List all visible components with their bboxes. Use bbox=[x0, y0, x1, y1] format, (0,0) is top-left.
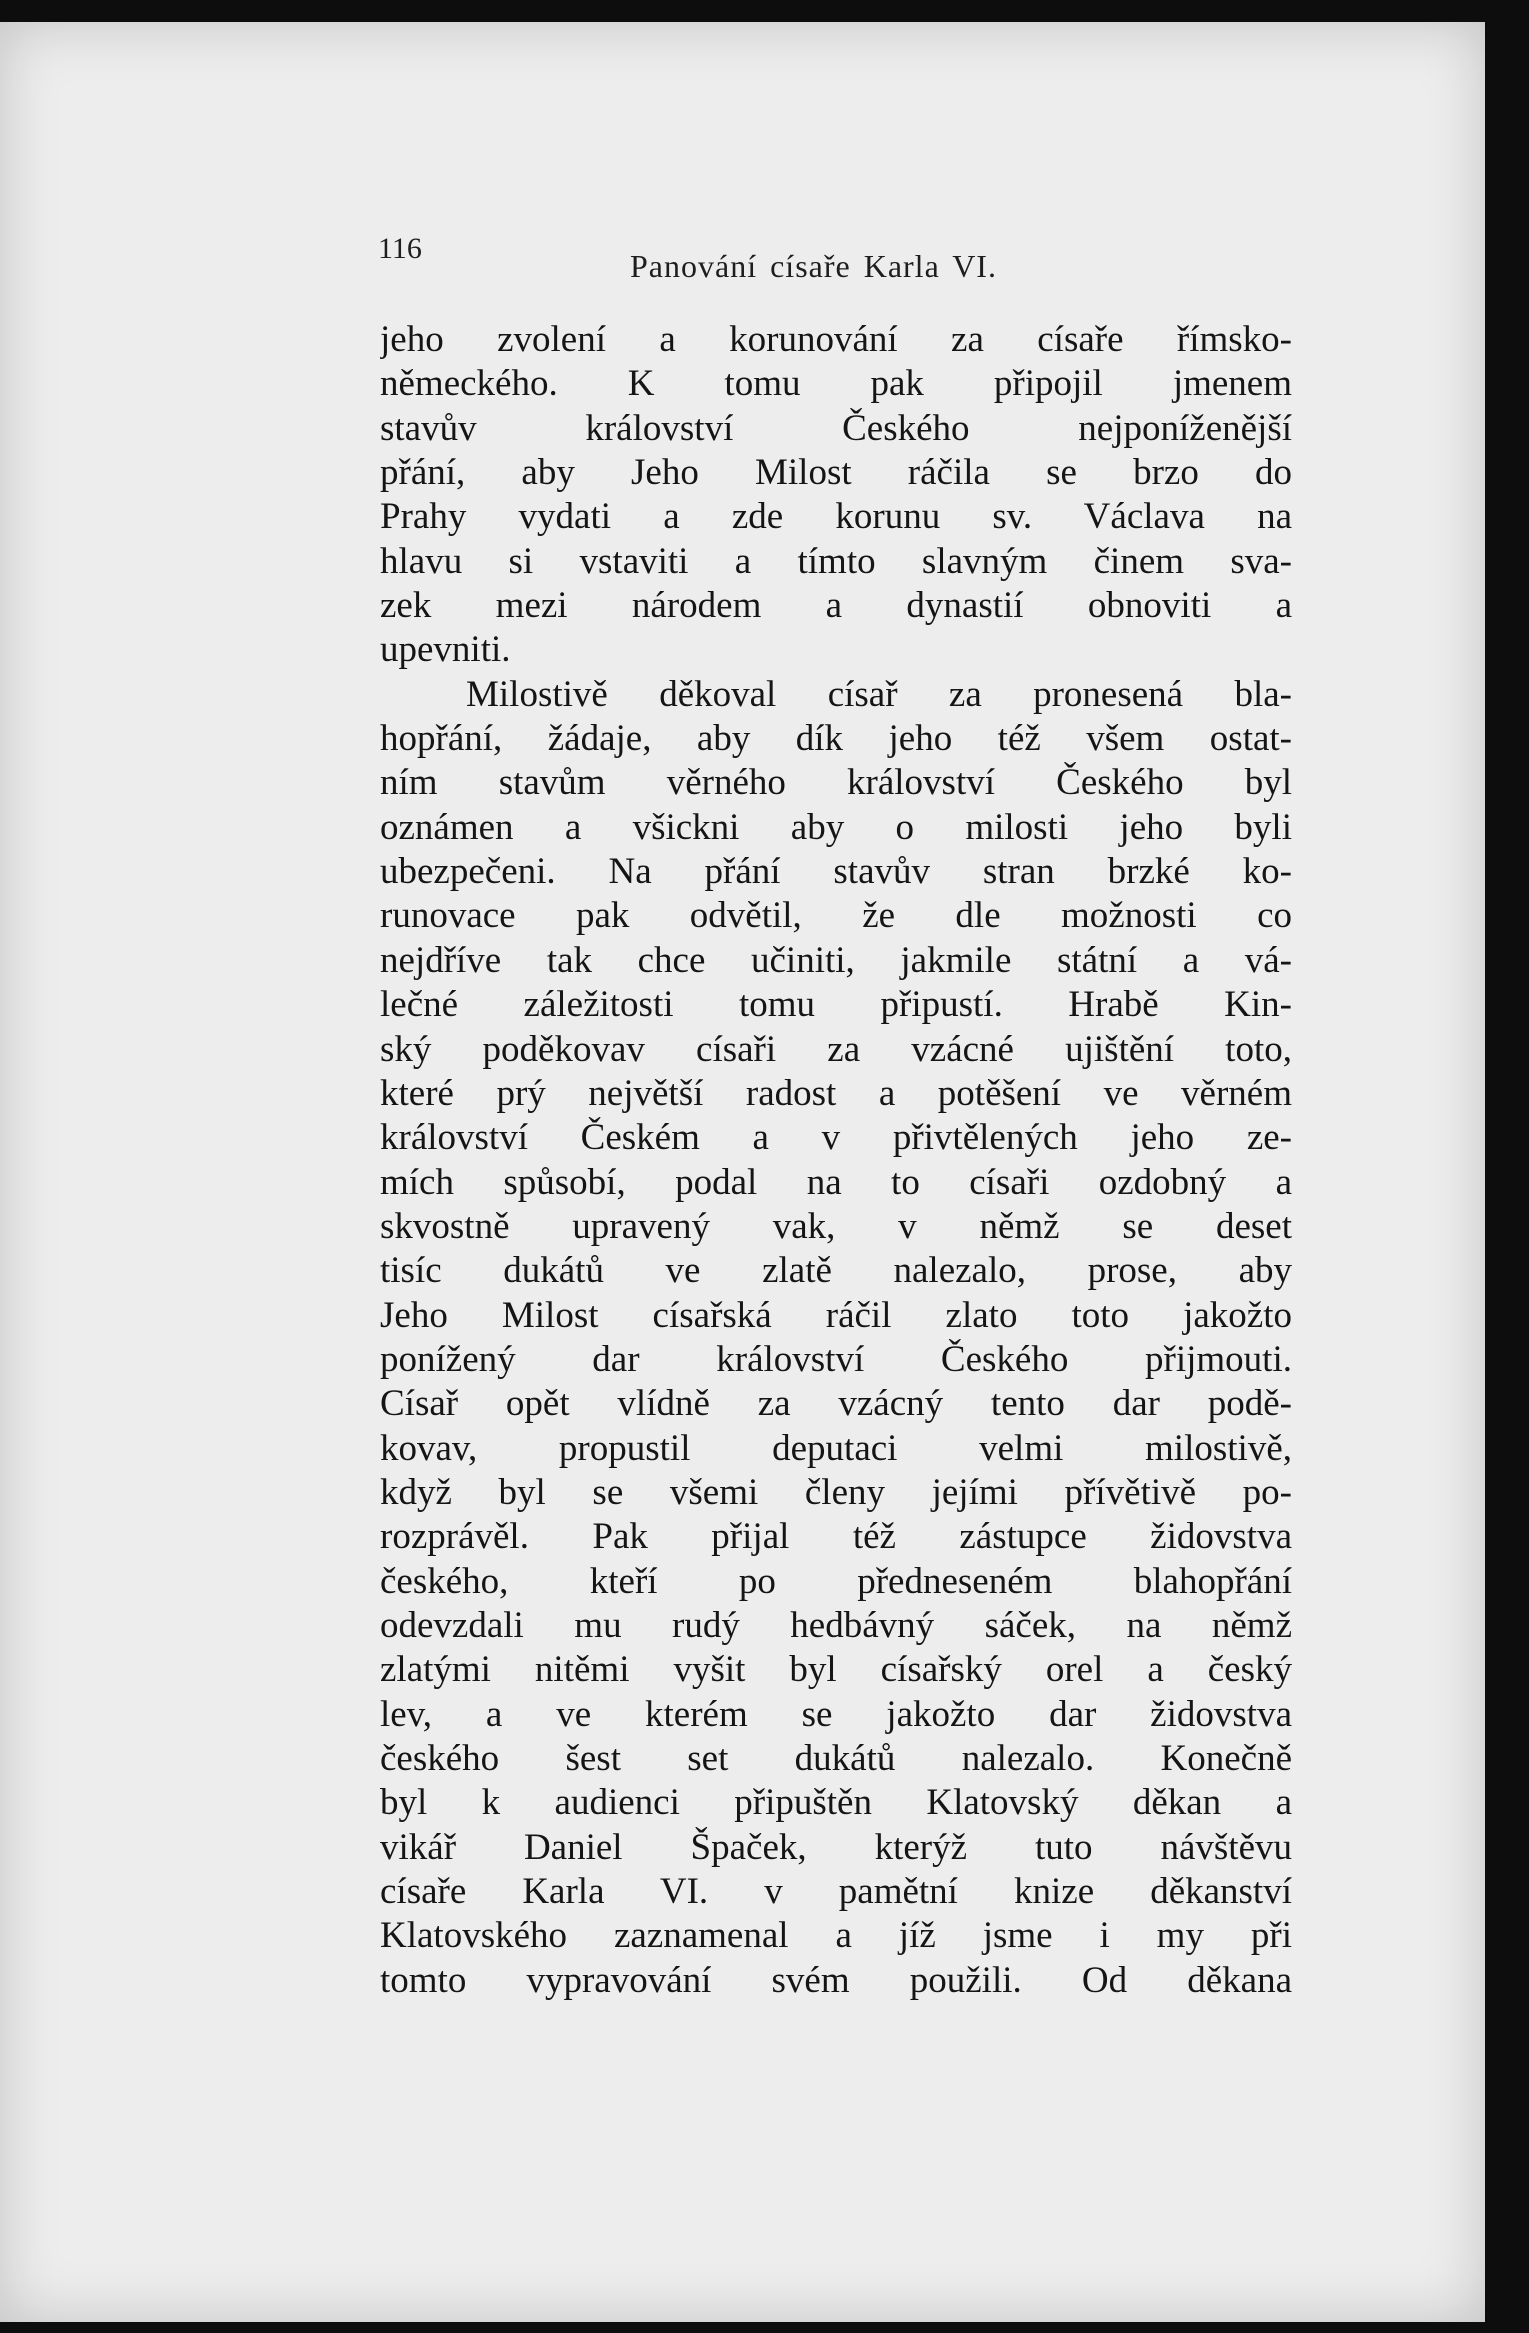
text-line: hlavu si vstaviti a tímto slavným činem sva- bbox=[380, 540, 1292, 582]
text-line: Klatovského zaznamenal a jíž jsme i my při bbox=[380, 1915, 1292, 1957]
text-line: odevzdali mu rudý hedbávný sáček, na němž bbox=[380, 1604, 1292, 1646]
text-line: německého. K tomu pak připojil jmenem bbox=[380, 363, 1292, 405]
text-line: českého šest set dukátů nalezalo. Konečně bbox=[380, 1738, 1292, 1779]
text-line: tomto vypravování svém použili. Od děkana bbox=[380, 1959, 1292, 2001]
text-line: mích spůsobí, podal na to císaři ozdobný a bbox=[380, 1161, 1292, 1203]
text-line: Milostivě děkoval císař za pronesená bla- bbox=[466, 673, 1292, 715]
text-line: království Českém a v přivtělených jeho ze- bbox=[380, 1117, 1292, 1159]
text-line: oznámen a všickni aby o milosti jeho byli bbox=[380, 806, 1292, 848]
text-line: ský poděkovav císaři za vzácné ujištění toto, bbox=[380, 1028, 1292, 1070]
text-line: císaře Karla VI. v pamětní knize děkanství bbox=[380, 1871, 1292, 1913]
text-line: runovace pak odvětil, že dle možnosti co bbox=[380, 895, 1292, 937]
text-line: Císař opět vlídně za vzácný tento dar podě- bbox=[380, 1383, 1292, 1425]
text-line: přání, aby Jeho Milost ráčila se brzo do bbox=[380, 452, 1292, 494]
text-line: když byl se všemi členy jejími přívětivě po- bbox=[380, 1471, 1292, 1513]
text-line: českého, kteří po předneseném blahopřání bbox=[380, 1560, 1292, 1602]
text-line: ubezpečeni. Na přání stavův stran brzké ko- bbox=[380, 851, 1292, 893]
text-line: Prahy vydati a zde korunu sv. Václava na bbox=[380, 496, 1292, 538]
text-line: ním stavům věrného království Českého byl bbox=[380, 762, 1292, 804]
text-line: stavův království Českého nejponíženější bbox=[380, 407, 1292, 449]
text-line: lečné záležitosti tomu připustí. Hrabě Kin- bbox=[380, 984, 1292, 1026]
running-title: Panování císaře Karla VI. bbox=[630, 248, 997, 284]
text-line: lev, a ve kterém se jakožto dar židovstva bbox=[380, 1693, 1292, 1735]
text-line: tisíc dukátů ve zlatě nalezalo, prose, aby bbox=[380, 1250, 1292, 1292]
text-line: nejdříve tak chce učiniti, jakmile státní a vá- bbox=[380, 939, 1292, 981]
page-number: 116 bbox=[378, 232, 422, 265]
text-line: Jeho Milost císařská ráčil zlato toto jakožto bbox=[380, 1294, 1292, 1336]
text-line: které prý největší radost a potěšení ve věrném bbox=[380, 1072, 1292, 1114]
text-line: byl k audienci připuštěn Klatovský děkan a bbox=[380, 1782, 1292, 1824]
book-spine-shadow bbox=[1485, 0, 1529, 2333]
text-line: hopřání, žádaje, aby dík jeho též všem ostat- bbox=[380, 718, 1292, 760]
text-line: zlatými nitěmi vyšit byl císařský orel a český bbox=[380, 1649, 1292, 1691]
text-line: zek mezi národem a dynastií obnoviti a bbox=[380, 585, 1292, 627]
text-line: upevniti. bbox=[380, 629, 511, 671]
text-line: vikář Daniel Špaček, kterýž tuto návštěvu bbox=[380, 1826, 1292, 1868]
text-line: kovav, propustil deputaci velmi milostivě, bbox=[380, 1427, 1292, 1469]
text-line: skvostně upravený vak, v němž se deset bbox=[380, 1205, 1292, 1247]
body-text bbox=[380, 318, 1292, 2003]
text-line: jeho zvolení a korunování za císaře římsko- bbox=[380, 319, 1292, 360]
text-line: rozprávěl. Pak přijal též zástupce židovstva bbox=[380, 1516, 1292, 1558]
text-line: ponížený dar království Českého přijmouti. bbox=[380, 1338, 1292, 1380]
